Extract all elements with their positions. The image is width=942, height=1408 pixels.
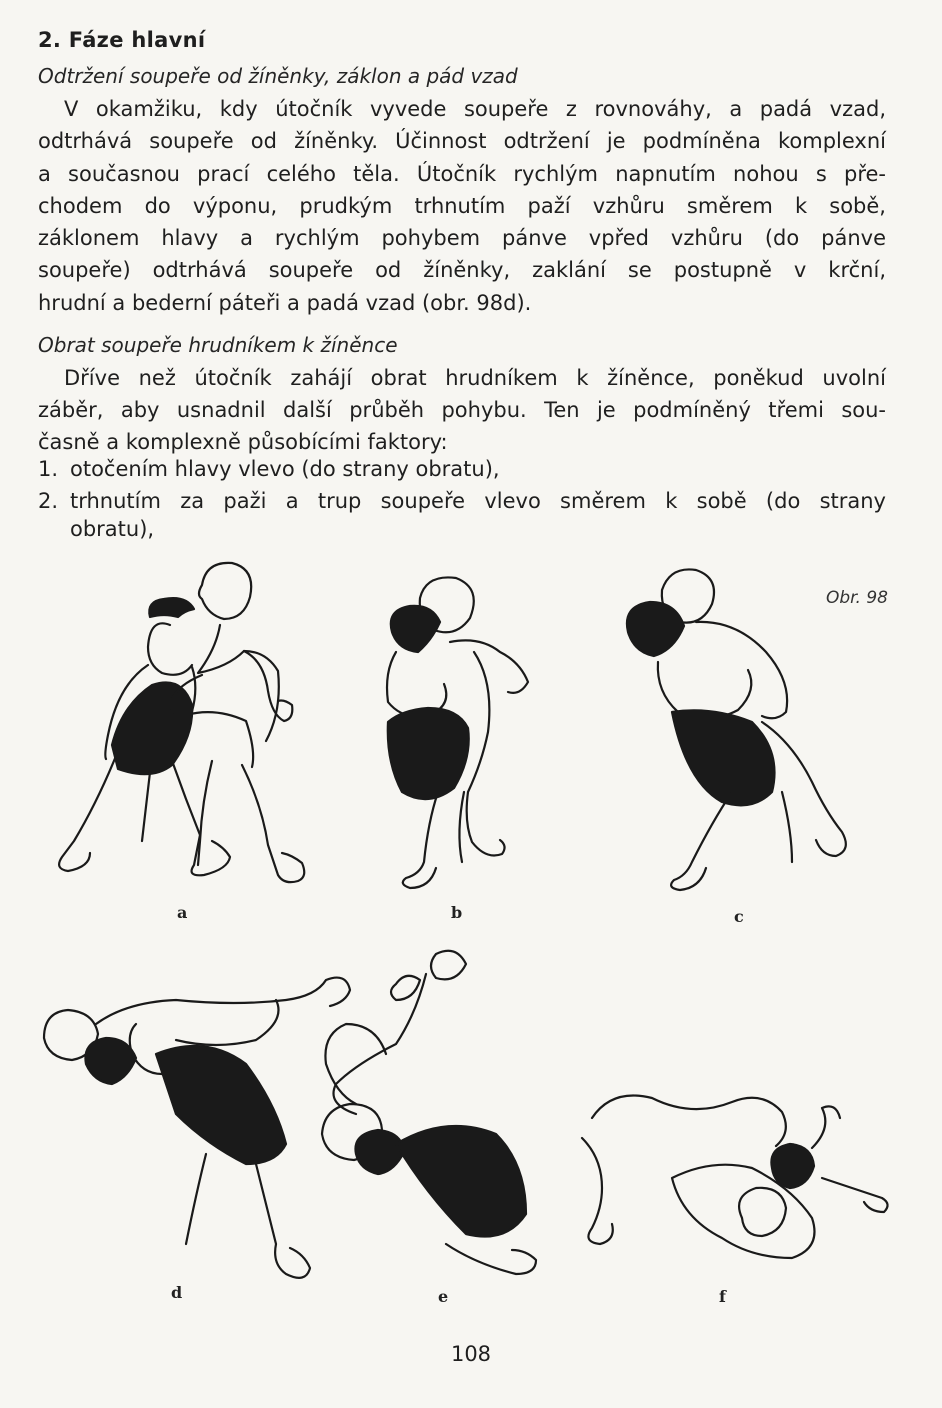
paragraph-line: záběr, aby usnadnil další průběh pohybu. Ten je podmíněný třemi sou-: [38, 398, 886, 422]
page-number: 108: [450, 1342, 492, 1366]
subsection-title-1: Odtržení soupeře od žíněnky, záklon a pád vzad: [38, 64, 518, 88]
paragraph-line: hrudní a bederní páteři a padá vzad (obr. 98d).: [38, 290, 532, 315]
factor-list: [38, 455, 886, 543]
list-line: trhnutím za paži a trup soupeře vlevo směrem k sobě (do strany: [70, 489, 886, 513]
paragraph-line: soupeře) odtrhává soupeře od žíněnky, zaklání se postupně v krční,: [38, 258, 886, 283]
paragraph-line: záklonem hlavy a rychlým pohybem pánve vpřed vzhůru (do pánve: [38, 226, 886, 251]
wrestlers-illustration-f: [572, 1078, 892, 1268]
figure-panel-label-d: d: [171, 1283, 183, 1302]
paragraph-2: [38, 362, 886, 458]
list-number: 1.: [38, 457, 59, 481]
wrestlers-illustration-c: [622, 562, 862, 892]
paragraph-line: časně a komplexně působícími faktory:: [38, 430, 448, 454]
wrestlers-illustration-b: [378, 572, 538, 892]
figure-panel-label-f: f: [719, 1287, 726, 1306]
paragraph-line: chodem do výponu, prudkým trhnutím paží vzhůru směrem k sobě,: [38, 193, 886, 218]
figure-panel-label-e: e: [438, 1287, 449, 1306]
list-line: otočením hlavy vlevo (do strany obratu),: [70, 457, 500, 481]
section-heading: 2. Fáze hlavní: [38, 28, 206, 52]
list-item: [38, 455, 886, 483]
paragraph-line: a současnou prací celého těla. Útočník rychlým napnutím nohou s pře-: [38, 161, 886, 186]
list-line: obratu),: [70, 517, 155, 541]
paragraph-line: Dříve než útočník zahájí obrat hrudníkem k žíněnce, poněkud uvolní: [64, 366, 886, 390]
paragraph-line: odtrhává soupeře od žíněnky. Účinnost odtržení je podmíněna komplexní: [38, 129, 886, 154]
paragraph-1: [38, 93, 886, 319]
wrestlers-illustration-a: [52, 555, 312, 895]
paragraph-line: V okamžiku, kdy útočník vyvede soupeře z rovnováhy, a padá vzad,: [64, 97, 886, 121]
list-number: 2.: [38, 489, 59, 513]
figure-label: Obr. 98: [825, 588, 888, 608]
figure-panel-label-a: a: [177, 903, 188, 922]
figure-panel-label-b: b: [451, 903, 463, 922]
wrestlers-illustration-e: [296, 944, 566, 1284]
figure-panel-label-c: c: [734, 907, 744, 926]
list-item: [38, 487, 886, 543]
subsection-title-2: Obrat soupeře hrudníkem k žíněnce: [38, 333, 398, 357]
